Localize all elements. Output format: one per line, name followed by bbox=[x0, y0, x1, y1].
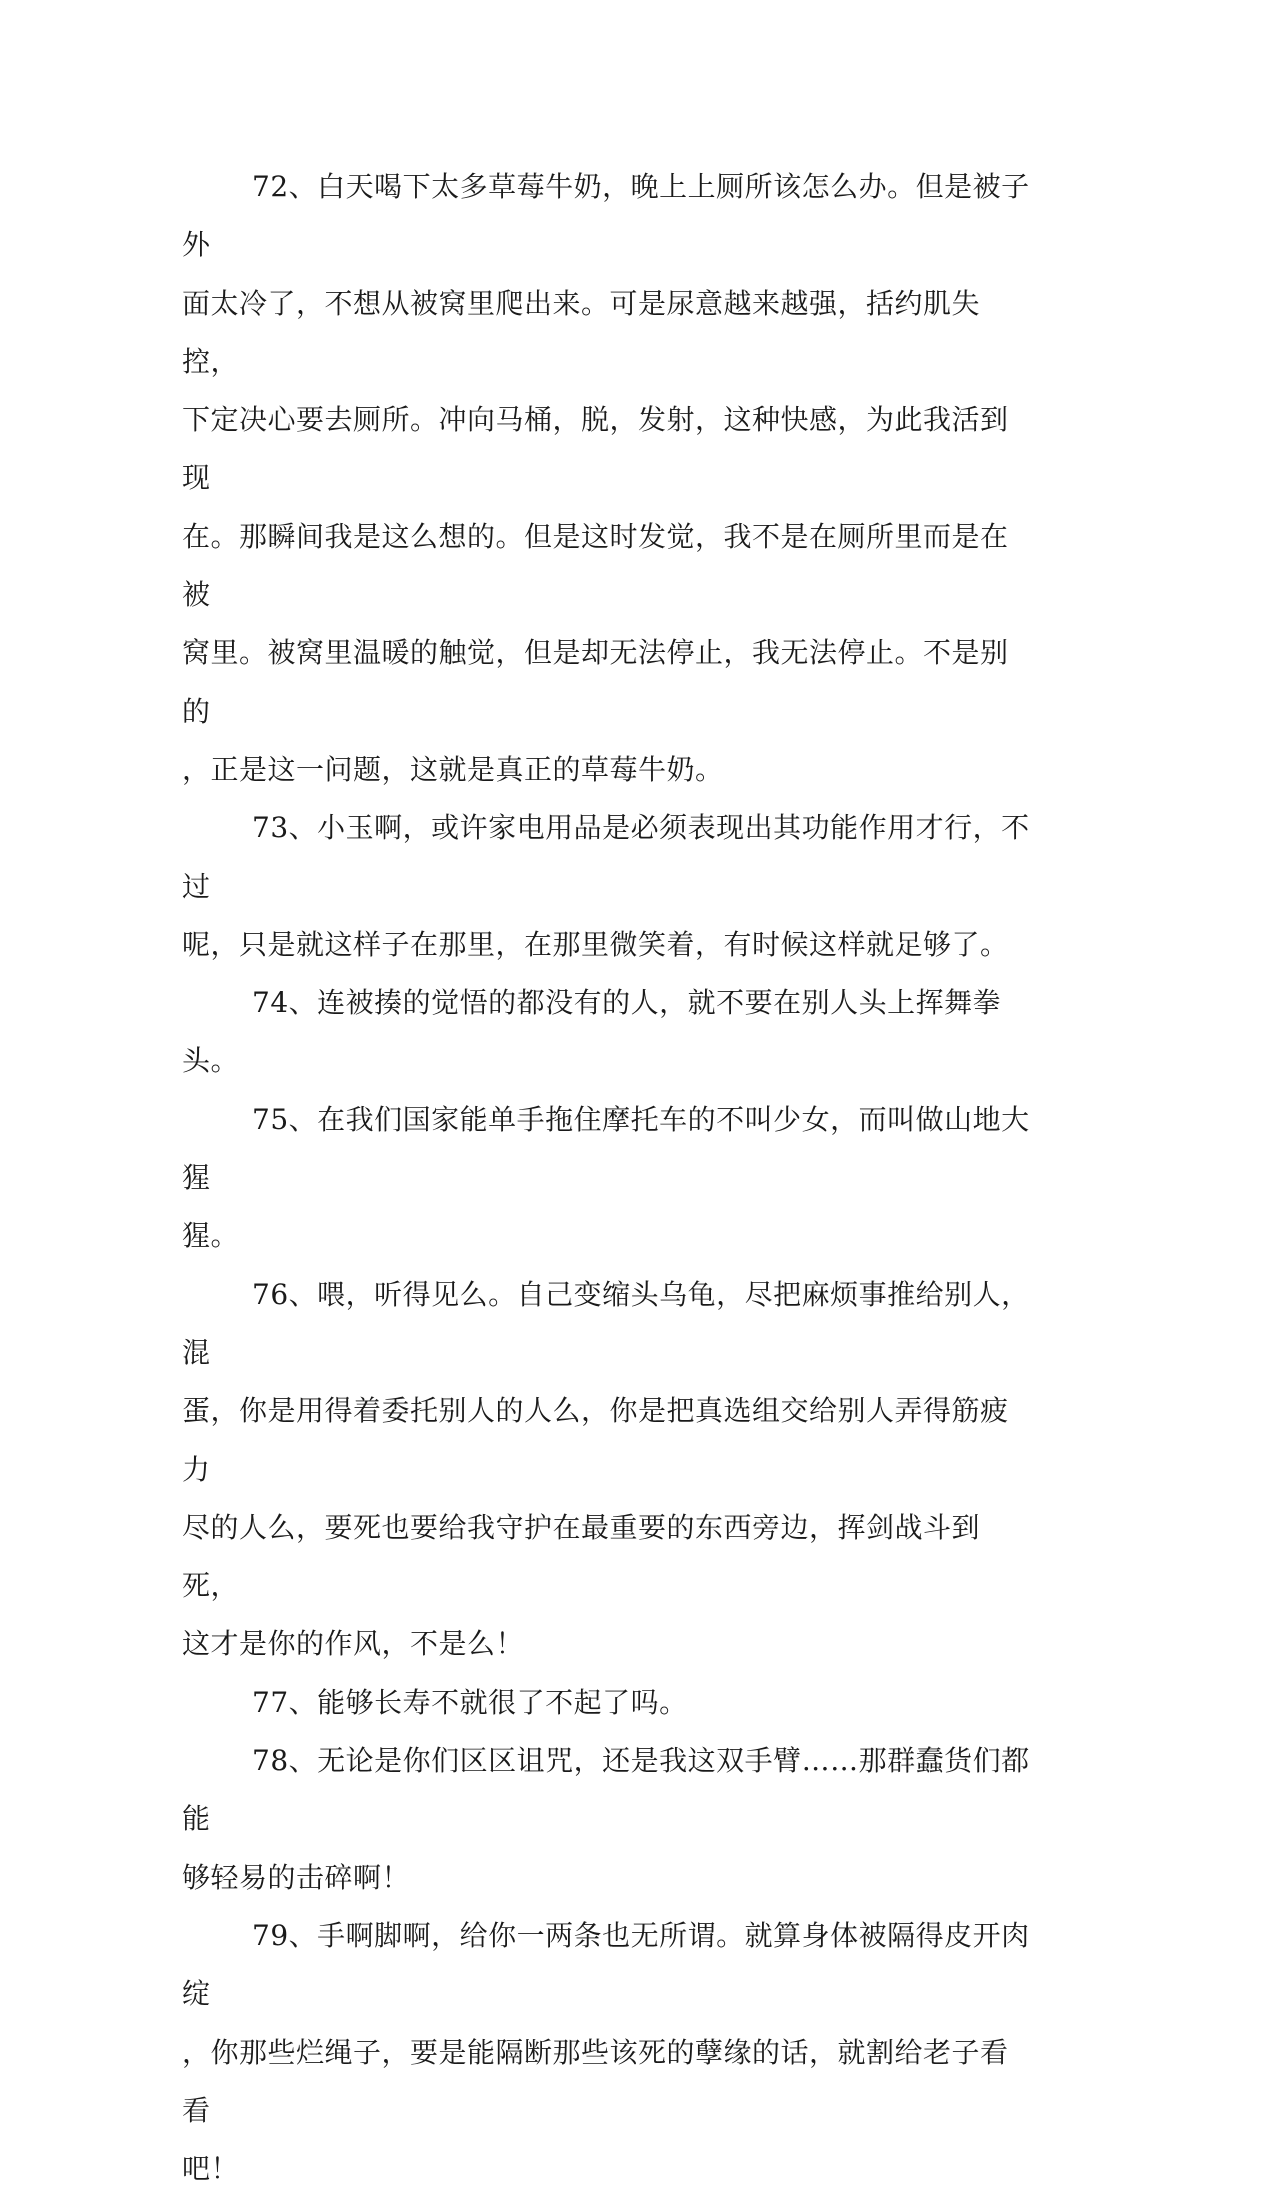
paragraph-79: 79、手啊脚啊，给你一两条也无所谓。就算身体被隔得皮开肉绽 ，你那些烂绳子，要是能隔断那些该死的孽缘的话，就割给老子看看 吧！ bbox=[182, 1918, 1030, 2186]
paragraph-73: 73、小玉啊，或许家电用品是必须表现出其功能作用才行，不过 呢，只是就这样子在那里，在那里微笑着，有时候这样就足够了。 bbox=[182, 811, 1030, 961]
paragraph-77: 77、能够长寿不就很了不起了吗。 bbox=[252, 1685, 688, 1719]
paragraph-78: 78、无论是你们区区诅咒，还是我这双手臂……那群蠢货们都能 够轻易的击碎啊！ bbox=[182, 1744, 1030, 1894]
document-body bbox=[182, 158, 1030, 2198]
paragraph-75: 75、在我们国家能单手拖住摩托车的不叫少女，而叫做山地大猩 猩。 bbox=[182, 1102, 1030, 1253]
paragraph-74: 74、连被揍的觉悟的都没有的人，就不要在别人头上挥舞拳头。 bbox=[182, 986, 1002, 1078]
paragraph-72: 72、白天喝下太多草莓牛奶，晚上上厕所该怎么办。但是被子外 面太冷了，不想从被窝里爬出来。可是尿意越来越强，括约肌失控， 下定决心要去厕所。冲向马桶，脱，发射，这种快感，为此我活到现 在。那瞬间我是这么想的。但是这时发觉，我不是在厕所里而是在被 窝里。被窝里温暖的触觉，但是却无法停止，我无法停止。不是别的 ，正是这一问题，这就是真正的草莓牛奶。 bbox=[182, 170, 1030, 786]
paragraph-76: 76、喂，听得见么。自己变缩头乌龟，尽把麻烦事推给别人，混 蛋，你是用得着委托别人的人么，你是把真选组交给别人弄得筋疲力 尽的人么，要死也要给我守护在最重要的东西旁边，挥剑战斗到死， 这才是你的作风，不是么！ bbox=[182, 1277, 1030, 1661]
